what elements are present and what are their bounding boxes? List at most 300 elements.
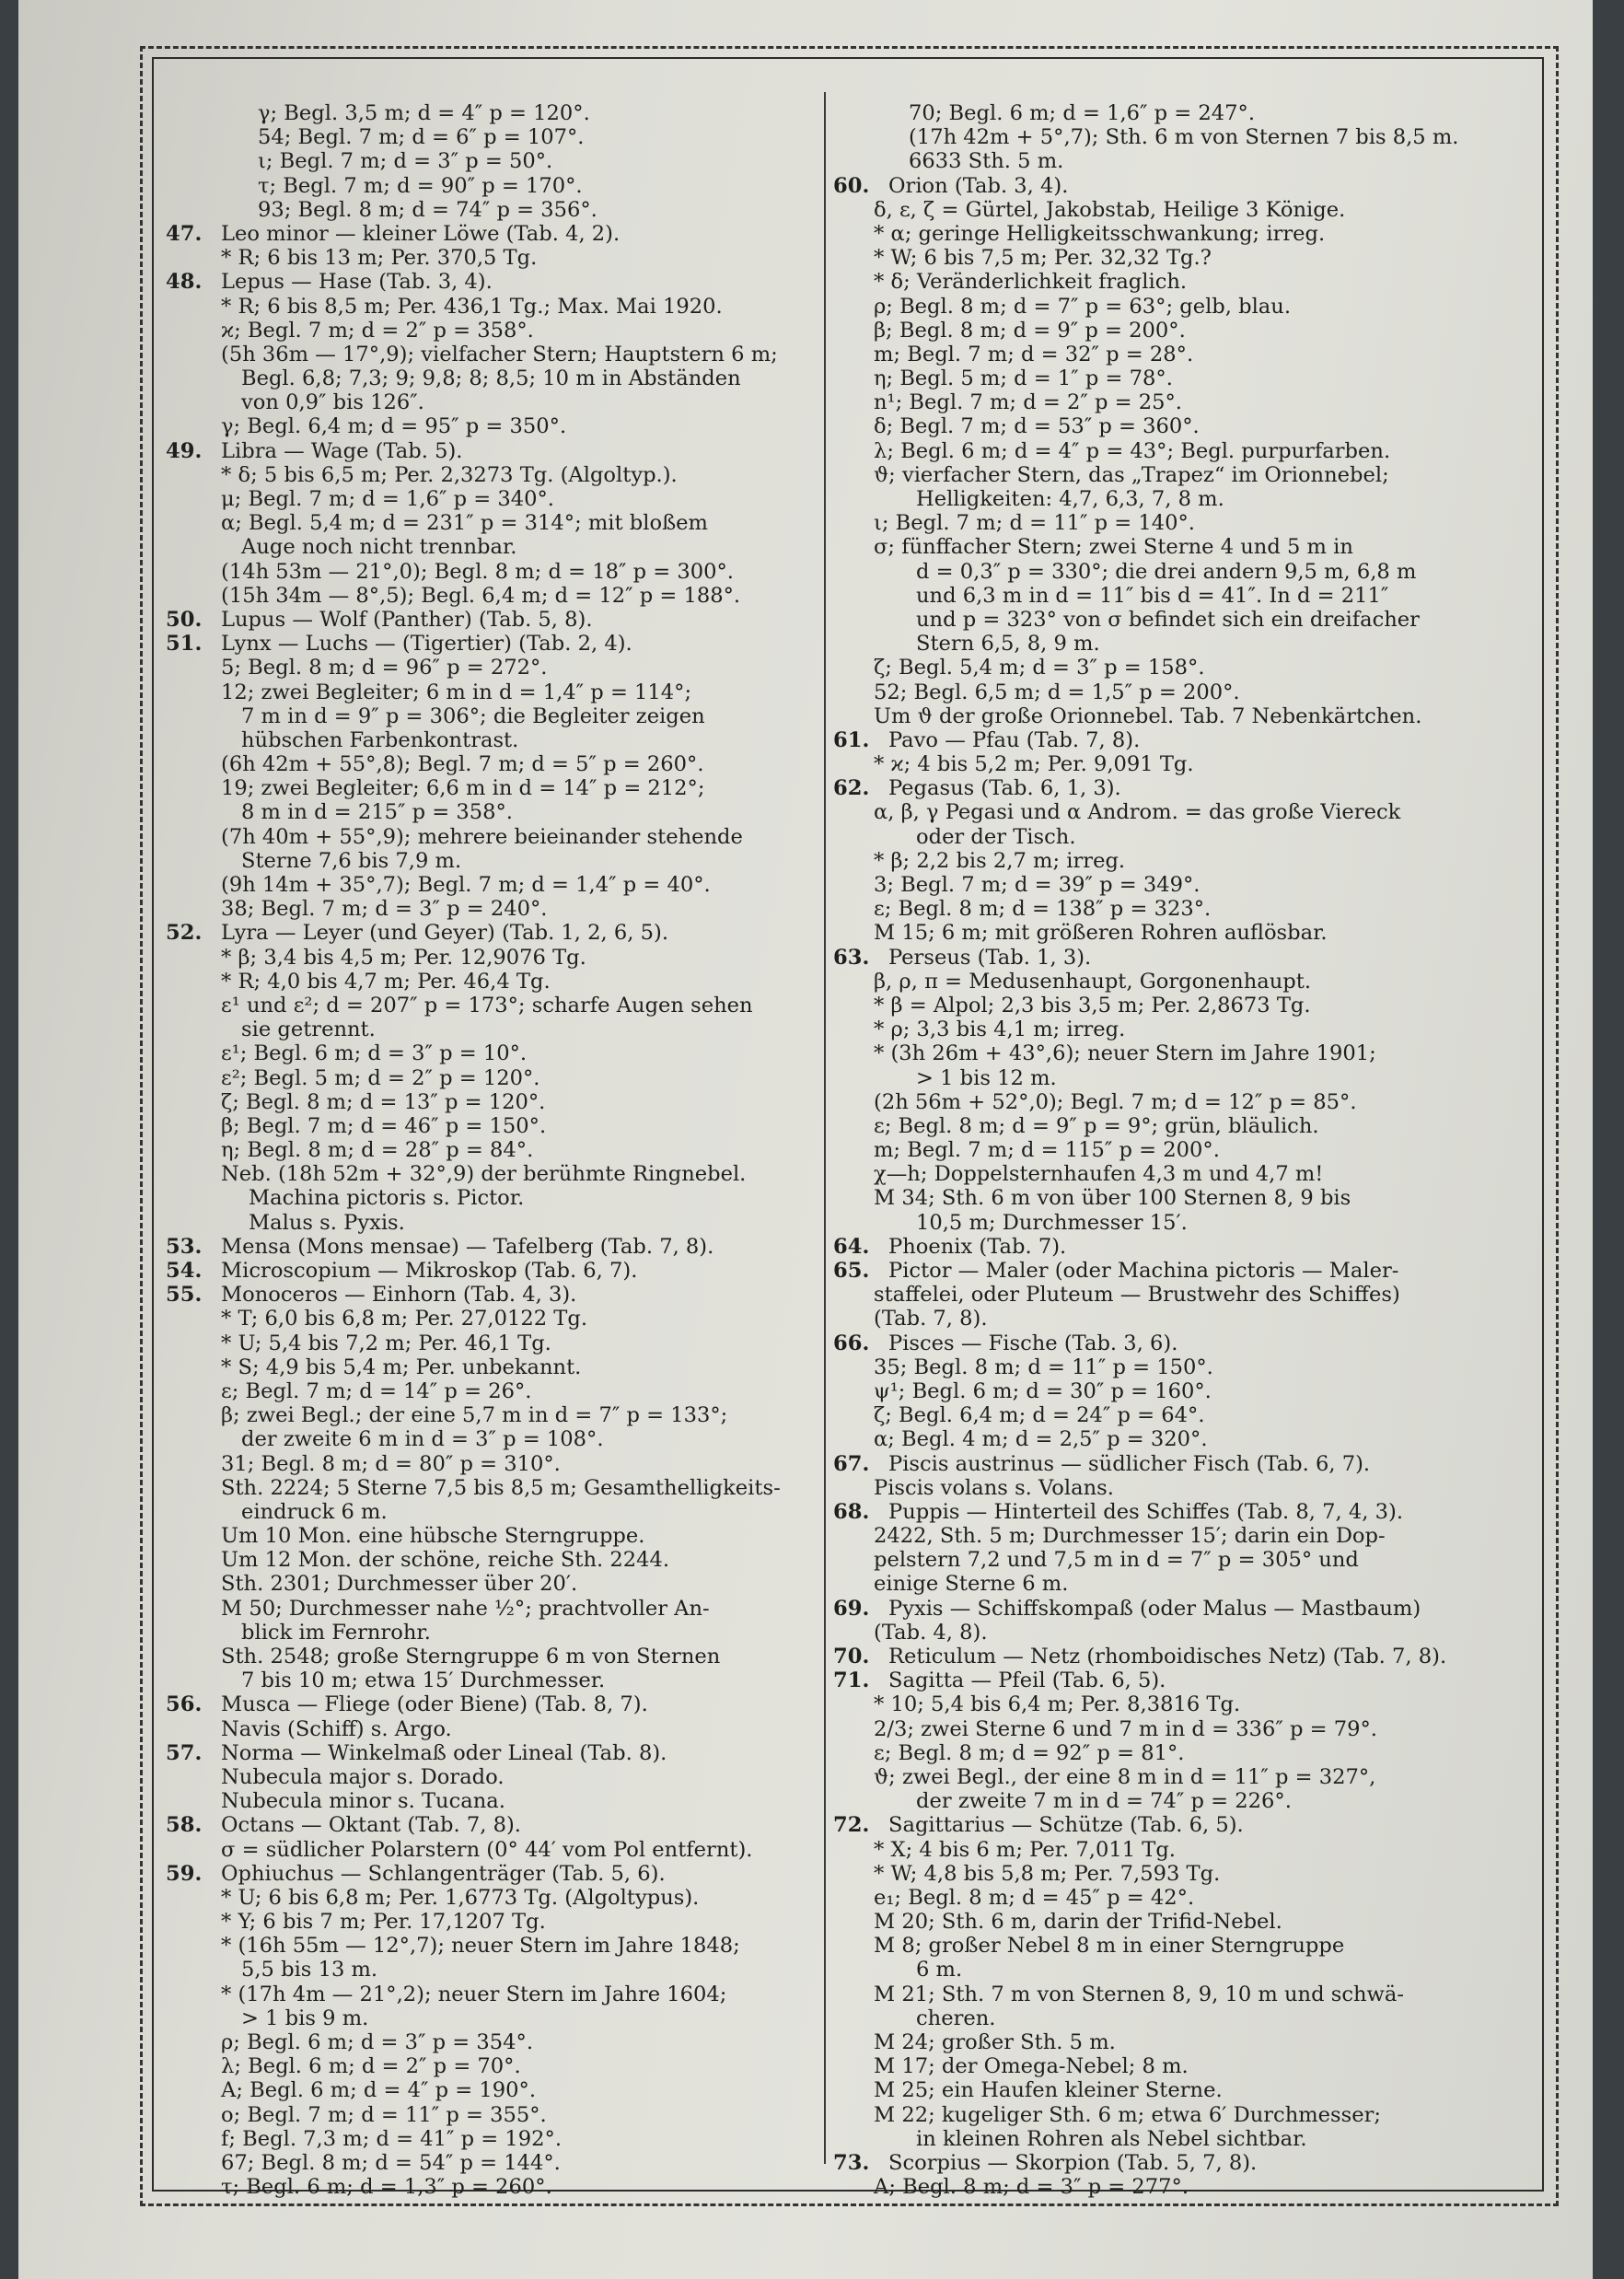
text-line [166,1765,833,1789]
text-line [166,1355,833,1379]
line-text: * α; geringe Helligkeitsschwankung; irreg. [874,221,1326,246]
text-line [833,2175,1510,2199]
line-text: 8 m in d = 215″ p = 358°. [241,800,513,825]
text-line [166,1958,833,1982]
line-text: * Y; 6 bis 7 m; Per. 17,1207 Tg. [221,1910,546,1935]
entry-number: 50. [166,607,203,632]
line-text: Pisces — Fische (Tab. 3, 6). [888,1331,1178,1355]
text-line [166,295,833,319]
text-line [833,921,1510,945]
text-line [166,1235,833,1259]
line-text: 3; Begl. 7 m; d = 39″ p = 349°. [874,873,1201,897]
text-line [833,1524,1510,1548]
line-text: Pavo — Pfau (Tab. 7, 8). [888,727,1141,752]
text-line [166,1017,833,1041]
line-text: m; Begl. 7 m; d = 32″ p = 28°. [874,342,1194,366]
line-text: Sagitta — Pfeil (Tab. 6, 5). [888,1669,1166,1693]
line-text: ρ; Begl. 8 m; d = 7″ p = 63°; gelb, blau. [874,294,1292,319]
text-line [833,101,1510,125]
line-text: d = 0,3″ p = 330°; die drei andern 9,5 m, 6,8 m [916,559,1417,584]
line-text: M 17; der Omega-Nebel; 8 m. [874,2054,1189,2079]
text-line [833,1597,1510,1621]
text-line [166,1500,833,1524]
line-text: λ; Begl. 6 m; d = 4″ p = 43°; Begl. purpurfarben. [874,438,1391,463]
text-line [833,1717,1510,1741]
line-text: β; Begl. 7 m; d = 46″ p = 150°. [221,1113,547,1138]
text-line [166,946,833,970]
text-line [833,1452,1510,1476]
line-text: ψ¹; Begl. 6 m; d = 30″ p = 160°. [874,1378,1212,1403]
line-text: (15h 34m — 8°,5); Begl. 6,4 m; d = 12″ p = 188°. [221,583,741,608]
line-text: 54; Begl. 7 m; d = 6″ p = 107°. [258,125,585,150]
text-line [833,1017,1510,1041]
text-line [833,1307,1510,1331]
text-line [833,1066,1510,1090]
text-line [833,873,1510,897]
text-line [166,125,833,149]
text-line [833,2078,1510,2102]
line-text: > 1 bis 9 m. [241,2006,369,2030]
line-text: 6 m. [916,1958,963,1982]
text-line [166,1211,833,1235]
text-line [166,414,833,438]
line-text: α, β, γ Pegasi und α Androm. = das große Viereck [874,800,1401,825]
line-text: χ—h; Doppelsternhaufen 4,3 m und 4,7 m! [874,1162,1324,1187]
text-line [166,1934,833,1958]
line-text: (Tab. 4, 8). [874,1620,988,1645]
text-line [833,1669,1510,1692]
text-line [166,608,833,632]
line-text: * (17h 4m — 21°,2); neuer Stern im Jahre 1604; [221,1982,727,2006]
text-line [166,921,833,945]
line-text: M 50; Durchmesser nahe ½°; prachtvoller An- [221,1596,710,1621]
line-text: Machina pictoris s. Pictor. [249,1186,525,1211]
line-text: Mensa (Mons mensae) — Tafelberg (Tab. 7, 8). [221,1234,714,1259]
text-line [833,295,1510,319]
line-text: Octans — Oktant (Tab. 7, 8). [221,1813,521,1838]
text-line [166,704,833,728]
text-line [166,1331,833,1355]
text-line [833,776,1510,800]
line-text: * W; 4,8 bis 5,8 m; Per. 7,593 Tg. [874,1861,1221,1886]
text-line [833,849,1510,873]
text-line [833,1331,1510,1355]
text-line [833,728,1510,752]
line-text: 67; Begl. 8 m; d = 54″ p = 144°. [221,2150,561,2175]
text-line [166,994,833,1017]
line-text: δ; Begl. 7 m; d = 53″ p = 360°. [874,414,1200,439]
text-line [166,1741,833,1765]
text-line [166,1717,833,1741]
text-line [166,1548,833,1572]
text-line [166,439,833,463]
text-line [833,1621,1510,1645]
line-text: Perseus (Tab. 1, 3). [888,945,1092,970]
text-line [166,1982,833,2006]
line-text: ι; Begl. 7 m; d = 3″ p = 50°. [258,149,553,174]
line-text: ε; Begl. 8 m; d = 9″ p = 9°; grün, bläulich. [874,1113,1319,1138]
text-line [166,752,833,776]
text-line [166,222,833,246]
line-text: μ; Begl. 7 m; d = 1,6″ p = 340°. [221,487,554,511]
text-line [166,970,833,994]
text-line [166,560,833,584]
line-text: 2/3; zwei Sterne 6 und 7 m in d = 336″ p = 79°. [874,1716,1377,1741]
text-line [833,897,1510,921]
text-line [166,2030,833,2054]
entry-number: 73. [833,2150,870,2175]
text-line [166,1838,833,1862]
text-line [166,1910,833,1934]
entry-number: 58. [166,1813,203,1838]
text-line [833,414,1510,438]
line-text: hübschen Farbenkontrast. [241,727,519,752]
line-text: * β; 2,2 bis 2,7 m; irreg. [874,848,1126,873]
text-line [833,656,1510,680]
text-line [833,2006,1510,2030]
line-text: 6633 Sth. 5 m. [909,149,1064,174]
text-line [166,343,833,366]
line-text: 19; zwei Begleiter; 6,6 m in d = 14″ p = 212°; [221,776,705,801]
text-line [833,1886,1510,1910]
line-text: Ophiuchus — Schlangenträger (Tab. 5, 6). [221,1861,666,1886]
text-line [833,2127,1510,2151]
entry-number: 56. [166,1692,203,1717]
line-text: M 25; ein Haufen kleiner Sterne. [874,2078,1223,2103]
text-line [833,174,1510,198]
line-text: A; Begl. 6 m; d = 4″ p = 190°. [221,2078,537,2103]
text-line [166,1524,833,1548]
entry-number: 63. [833,945,870,970]
line-text: Malus s. Pyxis. [249,1210,405,1235]
line-text: M 22; kugeliger Sth. 6 m; etwa 6′ Durchmesser; [874,2102,1382,2127]
line-text: Libra — Wage (Tab. 5). [221,438,463,463]
entry-number: 67. [833,1451,870,1476]
text-line [833,632,1510,656]
line-text: σ; fünffacher Stern; zwei Sterne 4 und 5 m in [874,535,1353,560]
text-line [833,1548,1510,1572]
line-text: der zweite 7 m in d = 74″ p = 226°. [916,1789,1292,1814]
line-text: ε; Begl. 7 m; d = 14″ p = 26°. [221,1378,532,1403]
text-line [166,1621,833,1645]
text-line [833,2030,1510,2054]
text-line [833,1813,1510,1837]
right-column [833,101,1510,2199]
line-text: ε; Begl. 8 m; d = 92″ p = 81°. [874,1740,1185,1765]
line-text: Puppis — Hinterteil des Schiffes (Tab. 8, 7, 4, 3). [888,1499,1404,1524]
text-line [833,1235,1510,1259]
line-text: pelstern 7,2 und 7,5 m in d = 7″ p = 305° und [874,1548,1359,1573]
line-text: β; Begl. 8 m; d = 9″ p = 200°. [874,318,1186,343]
line-text: und 6,3 m in d = 11″ bis d = 41″. In d = 211″ [916,583,1389,608]
line-text: * T; 6,0 bis 6,8 m; Per. 27,0122 Tg. [221,1307,588,1331]
text-line [833,680,1510,704]
text-line [166,198,833,222]
line-text: 7 bis 10 m; etwa 15′ Durchmesser. [241,1669,606,1693]
line-text: ϑ; vierfacher Stern, das „Trapez“ im Orionnebel; [874,462,1389,487]
text-line [833,608,1510,632]
line-text: δ, ε, ζ = Gürtel, Jakobstab, Heilige 3 Könige. [874,197,1346,222]
line-text: Pegasus (Tab. 6, 1, 3). [888,776,1121,801]
text-line [833,2151,1510,2175]
text-line [166,487,833,511]
text-line [833,1403,1510,1427]
line-text: α; Begl. 4 m; d = 2,5″ p = 320°. [874,1427,1208,1452]
text-line [833,2054,1510,2078]
line-text: Pictor — Maler (oder Machina pictoris — Maler- [888,1259,1399,1283]
line-text: β, ρ, π = Medusenhaupt, Gorgonenhaupt. [874,969,1312,994]
entry-number: 62. [833,776,870,801]
text-line [166,897,833,921]
text-line [166,1476,833,1500]
line-text: λ; Begl. 6 m; d = 2″ p = 70°. [221,2054,521,2079]
line-text: β; zwei Begl.; der eine 5,7 m in d = 7″ p = 133°; [221,1403,728,1428]
entry-number: 61. [833,727,870,752]
text-line [166,1862,833,1886]
text-line [833,1259,1510,1283]
text-line [833,1162,1510,1186]
text-line [833,1692,1510,1716]
line-text: A; Begl. 8 m; d = 3″ p = 277°. [874,2175,1189,2200]
text-line [166,1379,833,1403]
entry-number: 71. [833,1669,870,1693]
line-text: Um 10 Mon. eine hübsche Sterngruppe. [221,1524,645,1549]
text-line [166,656,833,680]
text-line [833,1838,1510,1862]
text-line [833,1427,1510,1451]
text-line [166,246,833,270]
line-text: m; Begl. 7 m; d = 115″ p = 200°. [874,1138,1220,1163]
line-text: Sagittarius — Schütze (Tab. 6, 5). [888,1813,1244,1838]
text-line [166,1162,833,1186]
text-line [833,994,1510,1017]
text-line [166,2103,833,2127]
entry-number: 47. [166,221,203,246]
text-line [833,463,1510,487]
text-line [833,752,1510,776]
entry-number: 72. [833,1813,870,1838]
line-text: * X; 4 bis 6 m; Per. 7,011 Tg. [874,1837,1176,1862]
line-text: Orion (Tab. 3, 4). [888,173,1069,198]
line-text: * U; 6 bis 6,8 m; Per. 1,6773 Tg. (Algoltypus). [221,1885,700,1910]
line-text: * R; 4,0 bis 4,7 m; Per. 46,4 Tg. [221,969,551,994]
line-text: ϰ; Begl. 7 m; d = 2″ p = 358°. [221,318,534,343]
line-text: 70; Begl. 6 m; d = 1,6″ p = 247°. [909,101,1256,125]
entry-number: 70. [833,1645,870,1669]
line-text: M 15; 6 m; mit größeren Rohren auflösbar. [874,921,1328,946]
text-line [166,1669,833,1692]
entry-number: 65. [833,1259,870,1283]
line-text: * S; 4,9 bis 5,4 m; Per. unbekannt. [221,1355,582,1379]
text-line [166,511,833,535]
text-line [166,1138,833,1162]
line-text: 2422, Sth. 5 m; Durchmesser 15′; darin ein Dop- [874,1524,1386,1549]
text-line [833,946,1510,970]
text-line [166,174,833,198]
line-text: η; Begl. 8 m; d = 28″ p = 84°. [221,1138,534,1163]
text-line [833,584,1510,608]
line-text: * ϰ; 4 bis 5,2 m; Per. 9,091 Tg. [874,752,1194,777]
line-text: 93; Begl. 8 m; d = 74″ p = 356°. [258,197,597,222]
text-line [166,1307,833,1331]
line-text: in kleinen Rohren als Nebel sichtbar. [916,2126,1307,2151]
line-text: (14h 53m — 21°,0); Begl. 8 m; d = 18″ p = 300°. [221,559,734,584]
line-text: M 24; großer Sth. 5 m. [874,2030,1116,2054]
text-line [833,487,1510,511]
text-line [166,873,833,897]
line-text: Lupus — Wolf (Panther) (Tab. 5, 8). [221,607,593,632]
line-text: ε; Begl. 8 m; d = 138″ p = 323°. [874,897,1212,922]
text-line [166,800,833,824]
text-line [833,1355,1510,1379]
line-text: Nubecula minor s. Tucana. [221,1789,505,1814]
text-line [166,1789,833,1813]
text-line [833,2103,1510,2127]
text-line [166,535,833,559]
text-line [166,1186,833,1210]
text-line [833,1934,1510,1958]
text-line [166,2127,833,2151]
line-text: e₁; Begl. 8 m; d = 45″ p = 42°. [874,1885,1195,1910]
line-text: * β = Alpol; 2,3 bis 3,5 m; Per. 2,8673 Tg. [874,993,1311,1017]
text-line [833,1186,1510,1210]
line-text: > 1 bis 12 m. [916,1065,1057,1090]
text-line [833,1138,1510,1162]
entry-number: 48. [166,270,203,295]
line-text: cheren. [916,2006,996,2030]
text-line [833,149,1510,173]
line-text: von 0,9″ bis 126″. [241,390,424,415]
text-line [833,343,1510,366]
line-text: (2h 56m + 52°,0); Begl. 7 m; d = 12″ p = 85°. [874,1089,1357,1114]
text-line [166,1572,833,1596]
line-text: α; Begl. 5,4 m; d = 231″ p = 314°; mit bloßem [221,511,708,536]
left-column [166,101,833,2199]
line-text: Nubecula major s. Dorado. [221,1764,505,1789]
entry-number: 59. [166,1861,203,1886]
line-text: (17h 42m + 5°,7); Sth. 6 m von Sternen 7 bis 8,5 m. [909,125,1459,150]
line-text: Navis (Schiff) s. Argo. [221,1716,452,1741]
text-line [166,1692,833,1716]
line-text: Norma — Winkelmaß oder Lineal (Tab. 8). [221,1740,667,1765]
text-line [833,970,1510,994]
text-line [833,1789,1510,1813]
line-text: Piscis volans s. Volans. [874,1475,1114,1500]
line-text: Phoenix (Tab. 7). [888,1234,1067,1259]
line-text: Sth. 2224; 5 Sterne 7,5 bis 8,5 m; Gesamthelligkeits- [221,1475,781,1500]
text-line [833,1090,1510,1114]
line-text: Sth. 2301; Durchmesser über 20′. [221,1572,578,1597]
entry-number: 51. [166,632,203,657]
line-text: sie getrennt. [241,1017,376,1042]
line-text: (7h 40m + 55°,9); mehrere beieinander stehende [221,824,743,849]
text-line [166,2054,833,2078]
line-text: ζ; Begl. 6,4 m; d = 24″ p = 64°. [874,1403,1205,1428]
text-line [166,728,833,752]
line-text: oder der Tisch. [916,824,1076,849]
text-line [833,366,1510,390]
text-line [166,1427,833,1451]
line-text: Auge noch nicht trennbar. [241,535,517,560]
text-line [166,1259,833,1283]
line-text: eindruck 6 m. [241,1499,388,1524]
line-text: Microscopium — Mikroskop (Tab. 6, 7). [221,1259,638,1283]
line-text: staffelei, oder Pluteum — Brustwehr des Schiffes) [874,1283,1400,1308]
line-text: f; Begl. 7,3 m; d = 41″ p = 192°. [221,2126,563,2151]
line-text: Helligkeiten: 4,7, 6,3, 7, 8 m. [916,487,1224,511]
line-text: * 10; 5,4 bis 6,4 m; Per. 8,3816 Tg. [874,1692,1241,1717]
text-line [833,1476,1510,1500]
line-text: 12; zwei Begleiter; 6 m in d = 1,4″ p = 114°; [221,680,692,704]
text-line [166,1813,833,1837]
text-line [166,319,833,343]
entry-number: 60. [833,173,870,198]
line-text: 10,5 m; Durchmesser 15′. [916,1210,1188,1235]
text-line [166,2006,833,2030]
line-text: * R; 6 bis 13 m; Per. 370,5 Tg. [221,246,538,271]
line-text: blick im Fernrohr. [241,1620,431,1645]
text-line [833,704,1510,728]
line-text: * δ; Veränderlichkeit fraglich. [874,270,1188,295]
line-text: ζ; Begl. 5,4 m; d = 3″ p = 158°. [874,656,1205,680]
line-text: γ; Begl. 3,5 m; d = 4″ p = 120°. [258,101,590,125]
text-line [166,270,833,294]
line-text: 7 m in d = 9″ p = 306°; die Begleiter zeigen [241,703,705,728]
line-text: τ; Begl. 6 m; d = 1,3″ p = 260°. [221,2175,552,2200]
text-line [833,222,1510,246]
text-line [166,849,833,873]
line-text: 5,5 bis 13 m. [241,1958,378,1982]
line-text: Stern 6,5, 8, 9 m. [916,632,1100,657]
line-text: * ρ; 3,3 bis 4,1 m; irreg. [874,1017,1126,1042]
line-text: 35; Begl. 8 m; d = 11″ p = 150°. [874,1355,1213,1379]
text-line [166,825,833,849]
line-text: (6h 42m + 55°,8); Begl. 7 m; d = 5″ p = 260°. [221,752,704,777]
line-text: * (3h 26m + 43°,6); neuer Stern im Jahre 1901; [874,1041,1376,1066]
entry-number: 52. [166,921,203,946]
text-line [166,463,833,487]
line-text: und p = 323° von σ befindet sich ein dreifacher [916,607,1420,632]
text-line [833,1500,1510,1524]
line-text: Musca — Fliege (oder Biene) (Tab. 8, 7). [221,1692,648,1717]
text-line [833,1910,1510,1934]
line-text: 38; Begl. 7 m; d = 3″ p = 240°. [221,897,548,922]
line-text: M 21; Sth. 7 m von Sternen 8, 9, 10 m und schwä- [874,1982,1404,2006]
text-line [833,1862,1510,1886]
text-line [166,1403,833,1427]
line-text: o; Begl. 7 m; d = 11″ p = 355°. [221,2102,547,2127]
entry-number: 68. [833,1499,870,1524]
line-text: einige Sterne 6 m. [874,1572,1069,1597]
text-line [166,1645,833,1669]
text-line [833,270,1510,294]
line-text: * δ; 5 bis 6,5 m; Per. 2,3273 Tg. (Algoltyp.). [221,462,678,487]
line-text: (Tab. 7, 8). [874,1307,988,1331]
text-line [833,1283,1510,1307]
line-text: Lepus — Hase (Tab. 3, 4). [221,270,493,295]
line-text: * W; 6 bis 7,5 m; Per. 32,32 Tg.? [874,246,1212,271]
text-line [166,101,833,125]
line-text: Sterne 7,6 bis 7,9 m. [241,848,462,873]
text-line [833,246,1510,270]
line-text: 52; Begl. 6,5 m; d = 1,5″ p = 200°. [874,680,1240,704]
entry-number: 66. [833,1331,870,1355]
line-text: ε¹ und ε²; d = 207″ p = 173°; scharfe Augen sehen [221,993,753,1017]
text-line [166,1452,833,1476]
line-text: σ = südlicher Polarstern (0° 44′ vom Pol entfernt). [221,1837,753,1862]
text-line [166,1597,833,1621]
line-text: Reticulum — Netz (rhomboidisches Netz) (Tab. 7, 8). [888,1645,1447,1669]
